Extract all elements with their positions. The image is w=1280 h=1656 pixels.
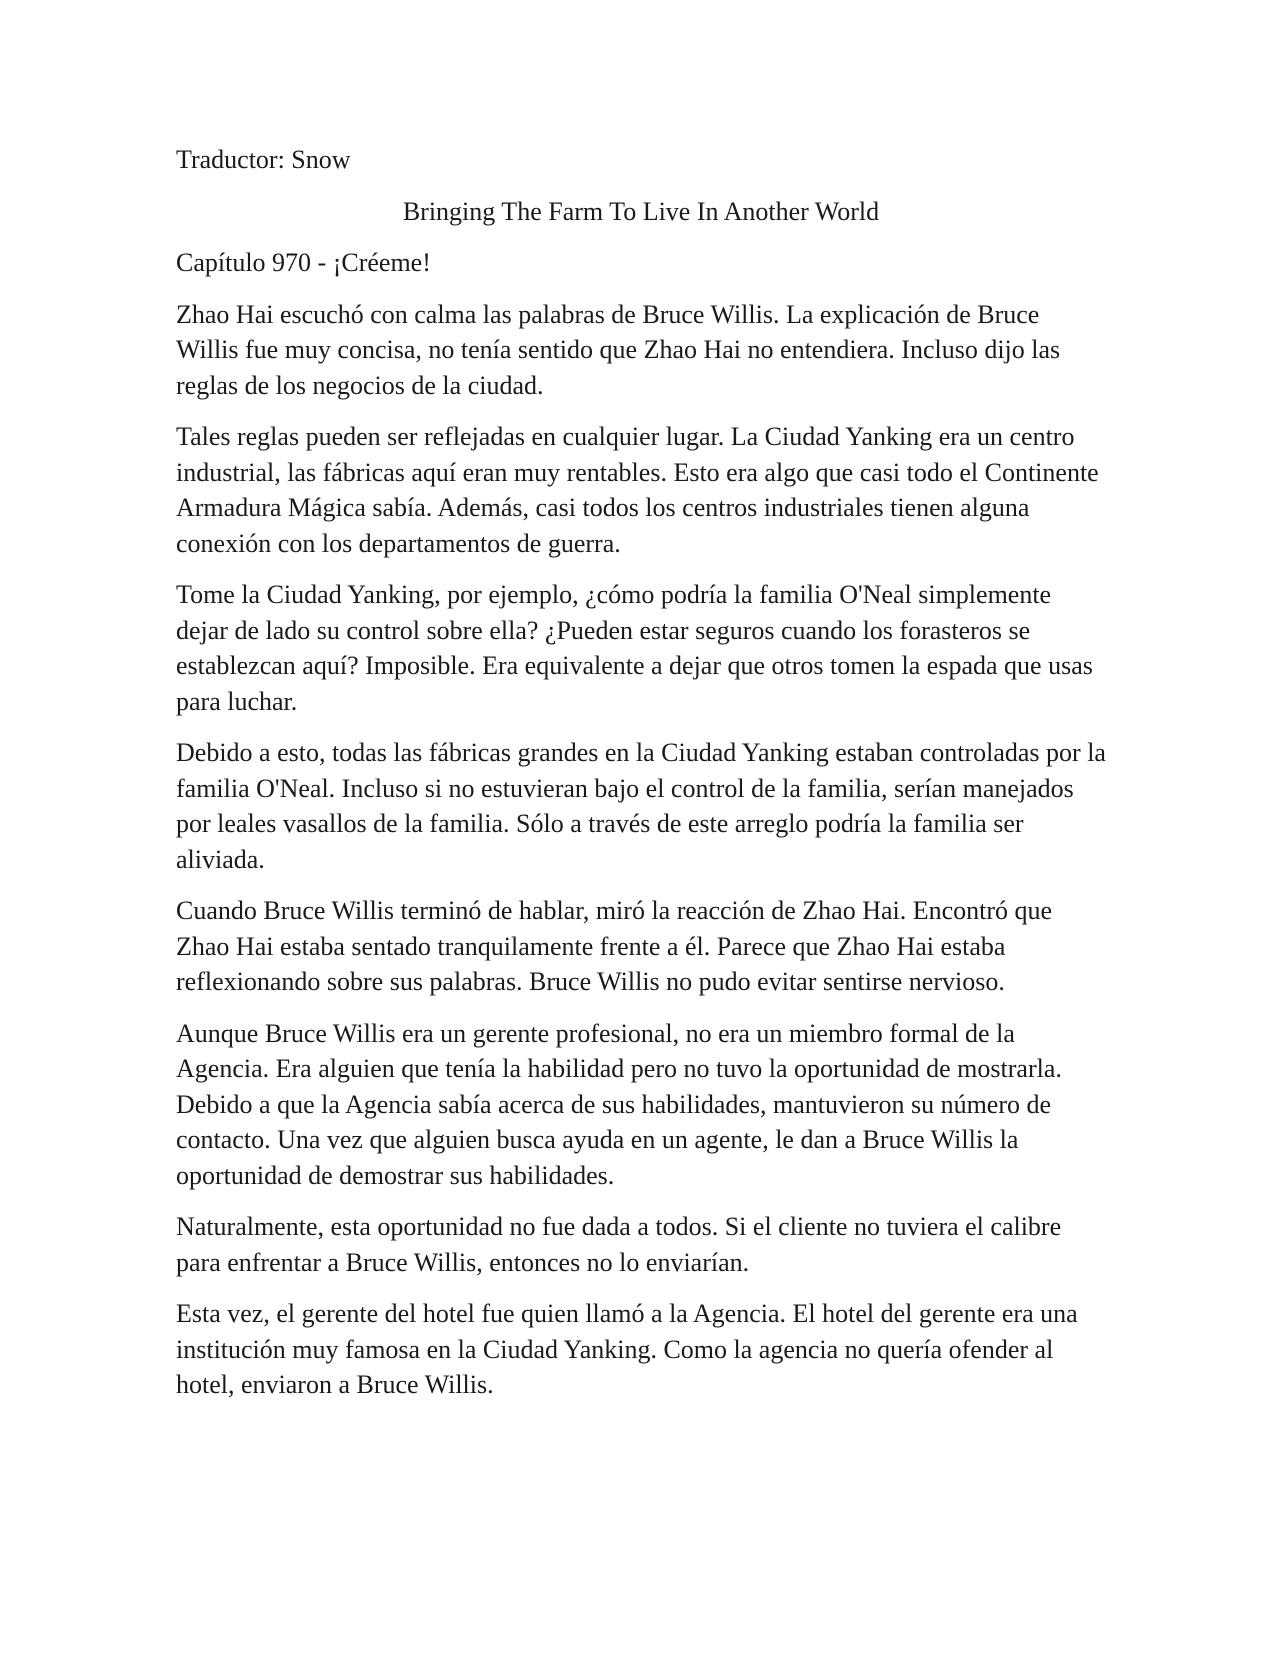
paragraph-3: Tome la Ciudad Yanking, por ejemplo, ¿cómo podría la familia O'Neal simplemente dejar de lado su control sobre ella? ¿Pueden estar seguros cuando los forasteros se establezcan aquí? Imposible. Era equivalente a dejar que otros tomen la espada que usas para luchar. (176, 580, 1093, 716)
chapter-title: Capítulo 970 - ¡Créeme! (176, 248, 431, 277)
paragraph-7: Naturalmente, esta oportunidad no fue dada a todos. Si el cliente no tuviera el calibre para enfrentar a Bruce Willis, entonces no lo enviarían. (176, 1212, 1062, 1277)
translator-credit: Traductor: Snow (176, 145, 351, 174)
paragraph-6: Aunque Bruce Willis era un gerente profesional, no era un miembro formal de la Agencia. Era alguien que tenía la habilidad pero no tuvo la oportunidad de mostrarla. Debido a que la Agencia sabía acerca de sus habilidades, mantuvieron su número de contacto. Una vez que alguien busca ayuda en un agente, le dan a Bruce Willis la oportunidad de demostrar sus habilidades. (176, 1018, 1062, 1190)
paragraph-4: Debido a esto, todas las fábricas grandes en la Ciudad Yanking estaban controladas por la familia O'Neal. Incluso si no estuvieran bajo el control de la familia, serían manejados por leales vasallos de la familia. Sólo a través de este arreglo podría la familia ser aliviada. (176, 738, 1106, 874)
paragraph-8: Esta vez, el gerente del hotel fue quien llamó a la Agencia. El hotel del gerente era una institución muy famosa en la Ciudad Yanking. Como la agencia no quería ofender al hotel, enviaron a Bruce Willis. (176, 1299, 1078, 1399)
book-title: Bringing The Farm To Live In Another World (402, 196, 880, 226)
paragraph-5: Cuando Bruce Willis terminó de hablar, miró la reacción de Zhao Hai. Encontró que Zhao Hai estaba sentado tranquilamente frente a él. Parece que Zhao Hai estaba reflexionando sobre sus palabras. Bruce Willis no pudo evitar sentirse nervioso. (176, 896, 1053, 996)
paragraph-2: Tales reglas pueden ser reflejadas en cualquier lugar. La Ciudad Yanking era un centro industrial, las fábricas aquí eran muy rentables. Esto era algo que casi todo el Continente Armadura Mágica sabía. Además, casi todos los centros industriales tienen alguna conexión con los departamentos de guerra. (176, 422, 1099, 558)
paragraph-1: Zhao Hai escuchó con calma las palabras de Bruce Willis. La explicación de Bruce Willis fue muy concisa, no tenía sentido que Zhao Hai no entendiera. Incluso dijo las reglas de los negocios de la ciudad. (176, 299, 1061, 400)
document-body (176, 142, 1106, 1419)
